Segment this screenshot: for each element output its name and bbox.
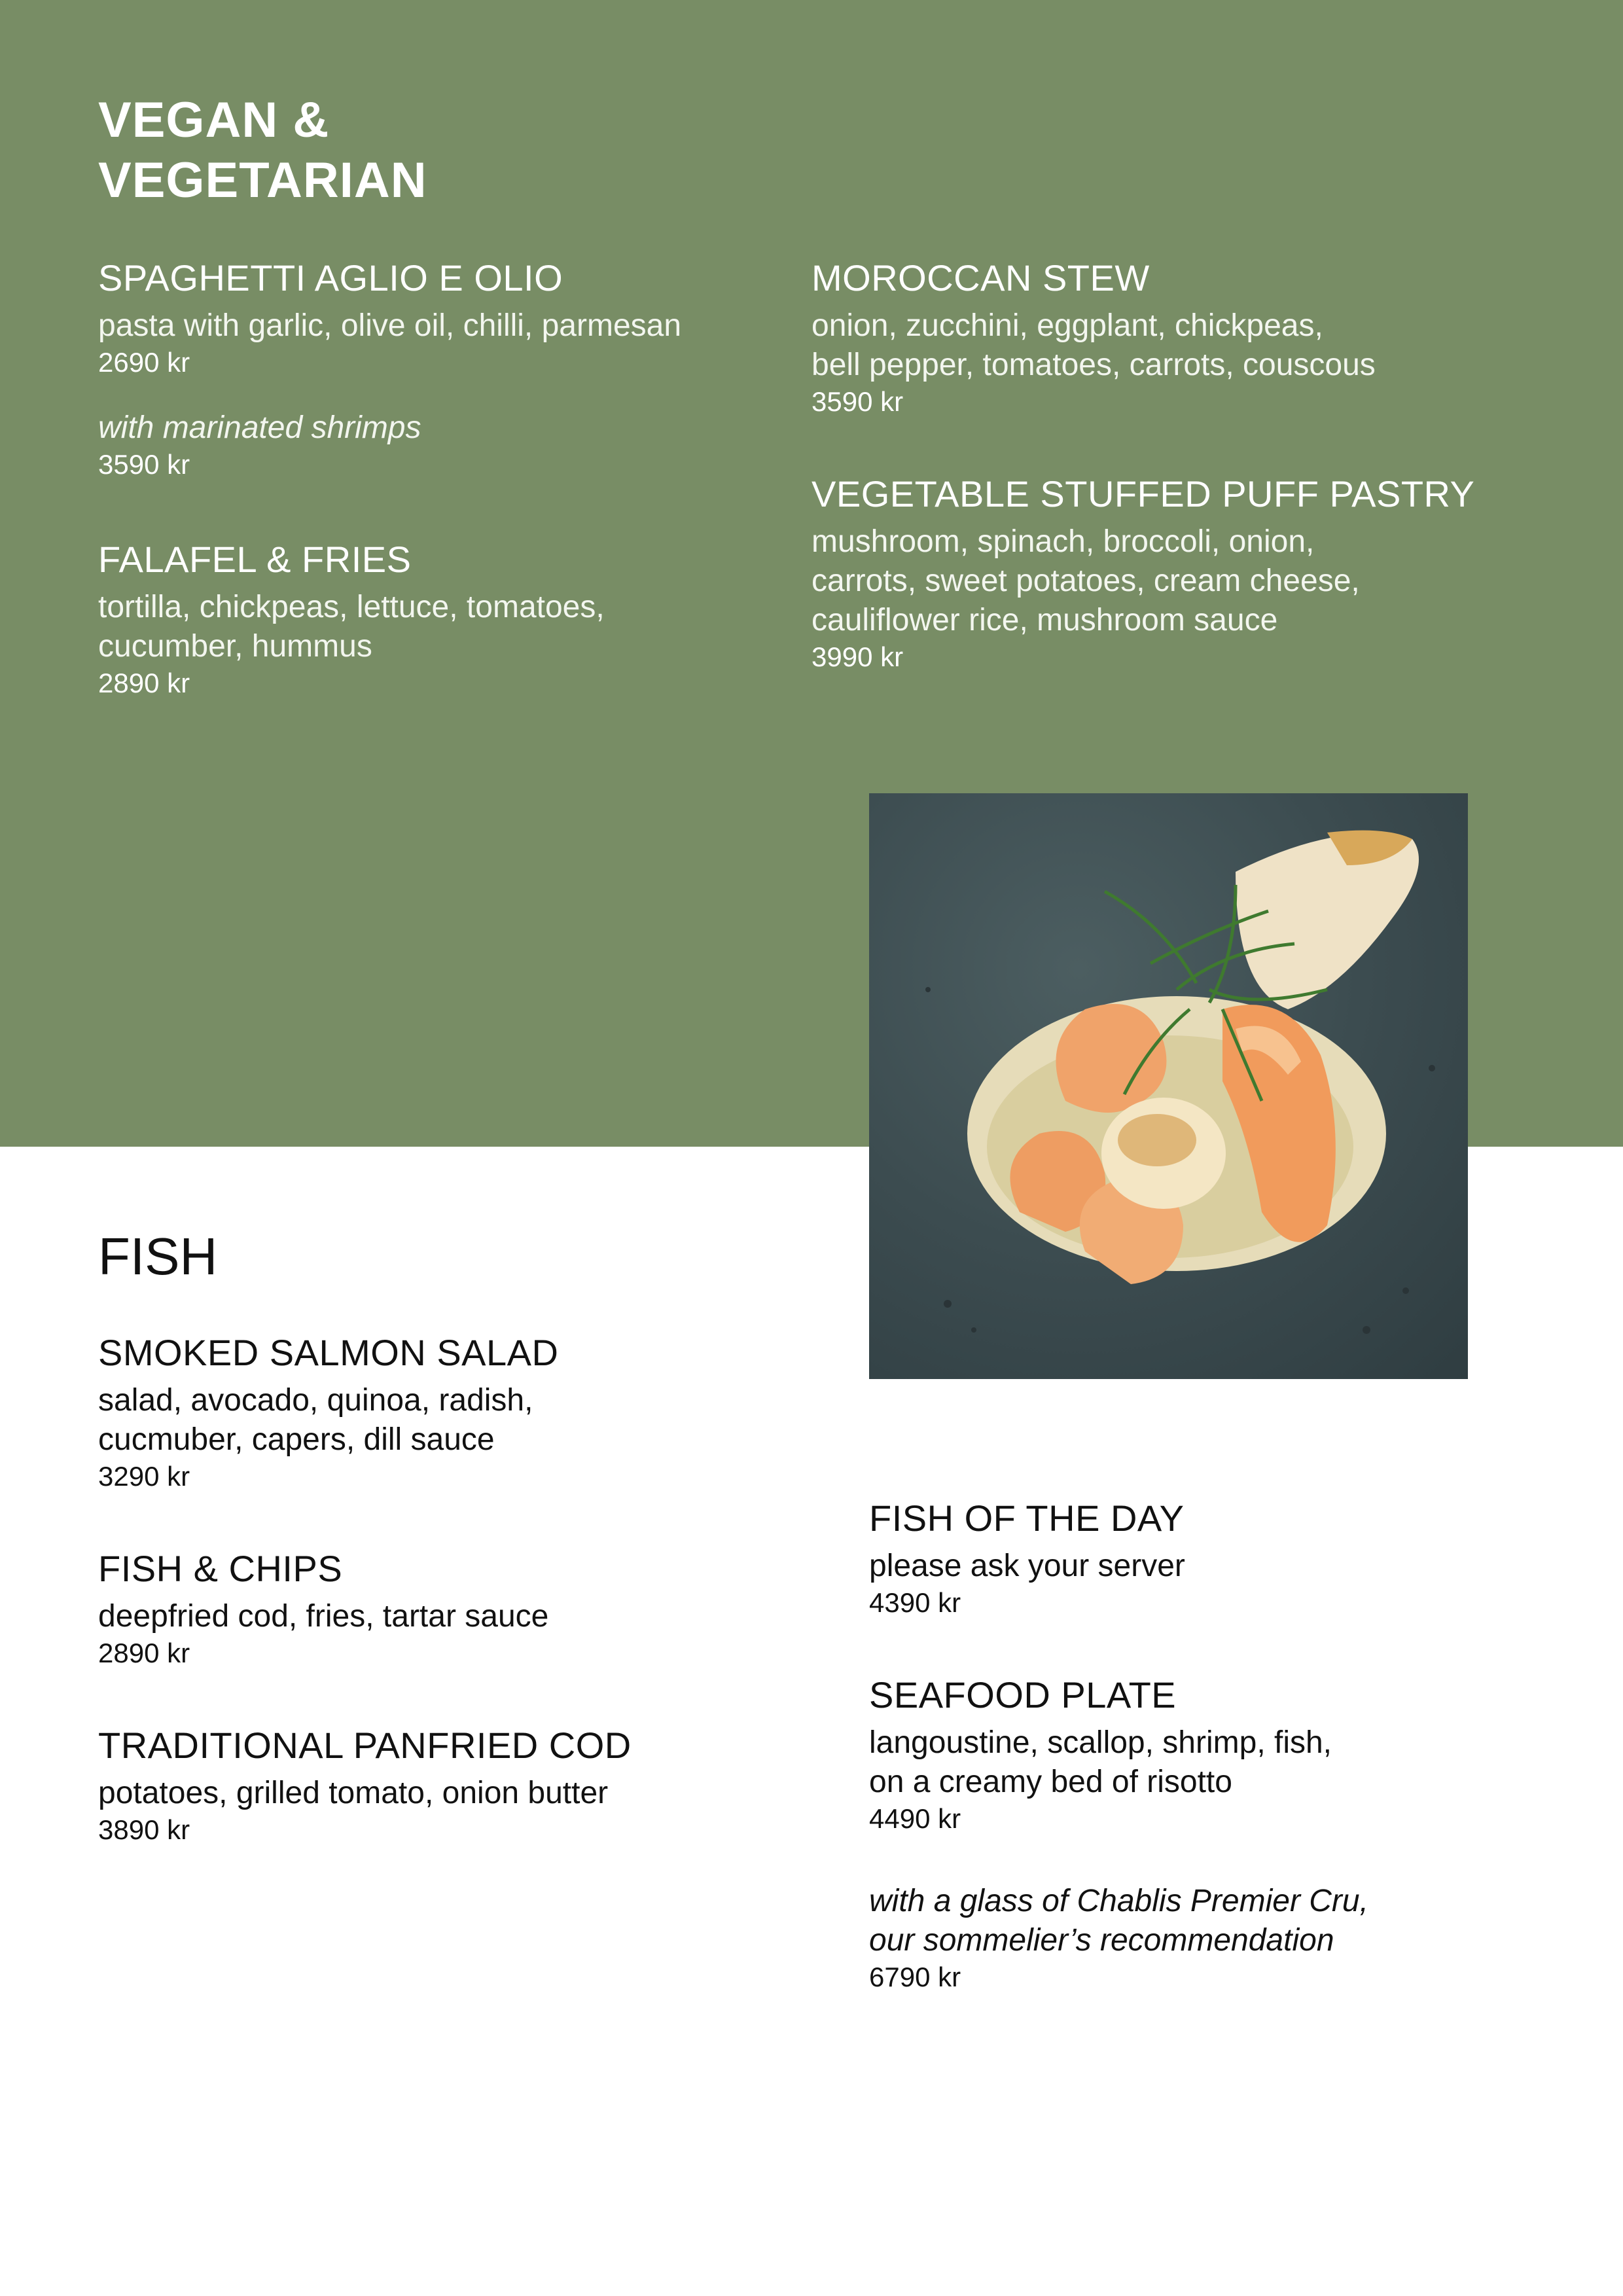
item-addon-note: with a glass of Chablis Premier Cru, [869, 1884, 1368, 1918]
item-description: cucmuber, capers, dill sauce [98, 1422, 495, 1457]
item-price: 3290 kr [98, 1461, 190, 1492]
item-description: tortilla, chickpeas, lettuce, tomatoes, [98, 590, 605, 624]
item-addon-price: 6790 kr [869, 1962, 961, 1992]
item-description: mushroom, spinach, broccoli, onion, [812, 524, 1315, 559]
item-name: FALAFEL & FRIES [98, 539, 412, 580]
menu-item-panfried-cod [98, 1723, 785, 1847]
item-name: TRADITIONAL PANFRIED COD [98, 1725, 632, 1766]
item-description: cucumber, hummus [98, 629, 372, 664]
item-price: 3890 kr [98, 1814, 190, 1845]
item-description: potatoes, grilled tomato, onion butter [98, 1776, 609, 1810]
menu-item-seafood-plate [869, 1672, 1589, 1994]
item-name: VEGETABLE STUFFED PUFF PASTRY [812, 473, 1475, 514]
item-description: salad, avocado, quinoa, radish, [98, 1383, 533, 1418]
item-description: please ask your server [869, 1549, 1185, 1583]
menu-item-moroccan-stew [812, 255, 1564, 419]
menu-item-spaghetti [98, 255, 785, 482]
item-name: MOROCCAN STEW [812, 257, 1150, 298]
item-addon-price: 3590 kr [98, 449, 190, 480]
item-addon-note: with marinated shrimps [98, 410, 421, 445]
item-name: FISH & CHIPS [98, 1548, 343, 1589]
item-price: 2690 kr [98, 347, 190, 378]
item-name: SMOKED SALMON SALAD [98, 1332, 559, 1373]
menu-item-falafel [98, 537, 785, 700]
item-description: langoustine, scallop, shrimp, fish, [869, 1725, 1332, 1760]
menu-item-fish-of-the-day [869, 1496, 1589, 1620]
item-description: pasta with garlic, olive oil, chilli, parmesan [98, 308, 682, 343]
item-price: 3990 kr [812, 641, 904, 672]
item-description: bell pepper, tomatoes, carrots, couscous [812, 348, 1376, 382]
item-description: cauliflower rice, mushroom sauce [812, 603, 1278, 637]
menu-item-puff-pastry [812, 471, 1564, 674]
item-price: 4390 kr [869, 1587, 961, 1618]
menu-item-smoked-salmon-salad [98, 1330, 785, 1494]
menu-item-fish-and-chips [98, 1546, 785, 1670]
item-description: carrots, sweet potatoes, cream cheese, [812, 564, 1360, 598]
item-name: SPAGHETTI AGLIO E OLIO [98, 257, 563, 298]
item-price: 3590 kr [812, 386, 904, 417]
item-description: onion, zucchini, eggplant, chickpeas, [812, 308, 1323, 343]
fish-section-title [98, 1225, 217, 1288]
item-price: 4490 kr [869, 1803, 961, 1834]
seafood-dish-illustration [869, 793, 1468, 1379]
item-description: deepfried cod, fries, tartar sauce [98, 1599, 549, 1634]
vegan-section-title [98, 90, 427, 211]
fish-title: FISH [98, 1227, 218, 1285]
vegan-title-line1: VEGAN & [98, 92, 330, 148]
item-price: 2890 kr [98, 668, 190, 698]
vegan-title-line2: VEGETARIAN [98, 152, 427, 208]
seafood-risotto-photo [869, 793, 1468, 1379]
item-description: on a creamy bed of risotto [869, 1765, 1232, 1799]
item-addon-note: our sommelier’s recommendation [869, 1923, 1334, 1958]
item-name: SEAFOOD PLATE [869, 1674, 1177, 1715]
item-price: 2890 kr [98, 1638, 190, 1668]
item-name: FISH OF THE DAY [869, 1498, 1185, 1539]
